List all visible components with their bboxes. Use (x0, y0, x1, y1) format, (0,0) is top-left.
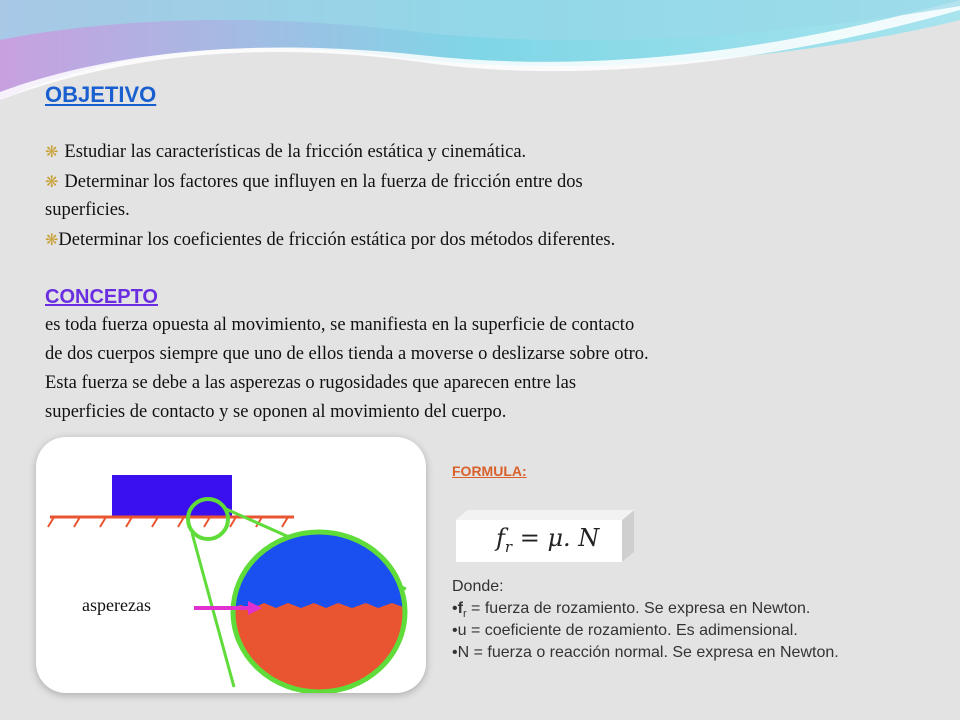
donde-list (452, 578, 839, 666)
objetivo-bullet-3: ❋Determinar los coeficientes de fricción estática por dos métodos diferentes. (45, 230, 616, 250)
donde-item-u: •u = coeficiente de rozamiento. Es adimensional. (452, 622, 798, 639)
objetivo-heading: OBJETIVO (45, 82, 157, 107)
concepto-line-2: de dos cuerpos siempre que uno de ellos tienda a moverse o deslizarse sobre otro. (45, 344, 649, 364)
objetivo-bullet-1: ❋ Estudiar las características de la fricción estática y cinemática. (45, 142, 527, 162)
formula-equation: $f_r = \mu$. N (496, 524, 600, 556)
concepto-line-3: Esta fuerza se debe a las asperezas o rugosidades que aparecen entre las (45, 373, 577, 393)
flower-bullet-icon: ❋ (45, 174, 59, 191)
formula-box (456, 510, 638, 570)
asperezas-label: asperezas (82, 595, 151, 615)
donde-item-fr: $•f_r$ = fuerza de rozamiento. Se expresa en Newton. (452, 600, 811, 621)
concepto-heading: CONCEPTO (45, 286, 158, 308)
donde-item-n: •N = fuerza o reacción normal. Se expresa en Newton. (452, 644, 839, 661)
concepto-line-4: superficies de contacto y se oponen al movimiento del cuerpo. (45, 402, 507, 422)
flower-bullet-icon: ❋ (45, 144, 59, 161)
objetivo-bullet-2-cont: superficies. (45, 200, 130, 220)
objetivo-bullet-2: ❋ Determinar los factores que influyen en la fuerza de fricción entre dos (45, 172, 583, 192)
sliding-block (112, 475, 232, 517)
donde-title: Donde: (452, 578, 504, 595)
friction-figure (36, 437, 426, 693)
concepto-line-1: es toda fuerza opuesta al movimiento, se manifiesta en la superficie de contacto (45, 315, 635, 335)
friction-diagram (36, 437, 426, 693)
formula-heading: FORMULA: (452, 463, 527, 479)
flower-bullet-icon: ❋ (45, 232, 59, 249)
